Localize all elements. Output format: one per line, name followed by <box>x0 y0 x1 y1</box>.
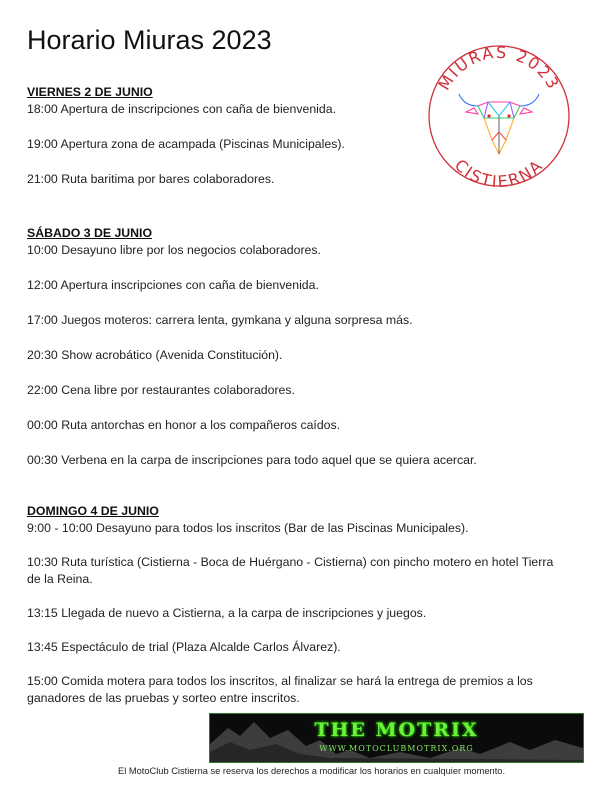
event-item: 18:00 Apertura de inscripciones con caña de bienvenida. <box>27 102 337 116</box>
logo-arc-top-text: MIURAS 2023 <box>434 42 564 94</box>
day-section-sunday <box>27 503 567 724</box>
motrix-banner <box>209 713 584 763</box>
banner-url: WWW.MOTOCLUBMOTRIX.ORG <box>319 744 474 753</box>
event-item: 12:00 Apertura inscripciones con caña de bienvenida. <box>27 278 319 292</box>
event-item: 17:00 Juegos moteros: carrera lenta, gymkana y alguna sorpresa más. <box>27 313 413 327</box>
disclaimer-text: El MotoClub Cistierna se reserva los derechos a modificar los horarios en cualquier momento. <box>118 766 506 776</box>
event-item: 00:30 Verbena en la carpa de inscripciones para todo aquel que se quiera acercar. <box>27 453 477 467</box>
event-item: 13:15 Llegada de nuevo a Cistierna, a la carpa de inscripciones y juegos. <box>27 606 427 620</box>
event-item: 15:00 Comida motera para todos los inscritos, al finalizar se hará la entrega de premios a los ganadores de las pruebas y sorteo entre inscritos. <box>27 674 533 705</box>
day-heading: DOMINGO 4 DE JUNIO <box>27 504 159 518</box>
page-title: Horario Miuras 2023 <box>27 25 272 55</box>
day-heading: VIERNES 2 DE JUNIO <box>27 85 153 99</box>
event-item: 22:00 Cena libre por restaurantes colaboradores. <box>27 383 295 397</box>
logo-arc-bottom-text: CISTIERNA <box>450 155 548 192</box>
event-item: 13:45 Espectáculo de trial (Plaza Alcalde Carlos Álvarez). <box>27 640 341 654</box>
event-item: 9:00 - 10:00 Desayuno para todos los inscritos (Bar de las Piscinas Municipales). <box>27 521 469 535</box>
day-heading: SÁBADO 3 DE JUNIO <box>27 226 153 240</box>
event-item: 21:00 Ruta baritima por bares colaboradores. <box>27 172 275 186</box>
event-item: 19:00 Apertura zona de acampada (Piscinas Municipales). <box>27 137 345 151</box>
event-item: 10:00 Desayuno libre por los negocios colaboradores. <box>27 243 321 257</box>
event-item: 20:30 Show acrobático (Avenida Constitución). <box>27 348 283 362</box>
day-section-friday <box>27 84 567 188</box>
event-item: 10:30 Ruta turística (Cistierna - Boca de Huérgano - Cistierna) con pincho motero en hotel Tierra de la Reina. <box>27 555 554 586</box>
banner-title: THE MOTRIX <box>314 719 479 741</box>
event-item: 00:00 Ruta antorchas en honor a los compañeros caídos. <box>27 418 341 432</box>
day-section-saturday <box>27 225 567 469</box>
